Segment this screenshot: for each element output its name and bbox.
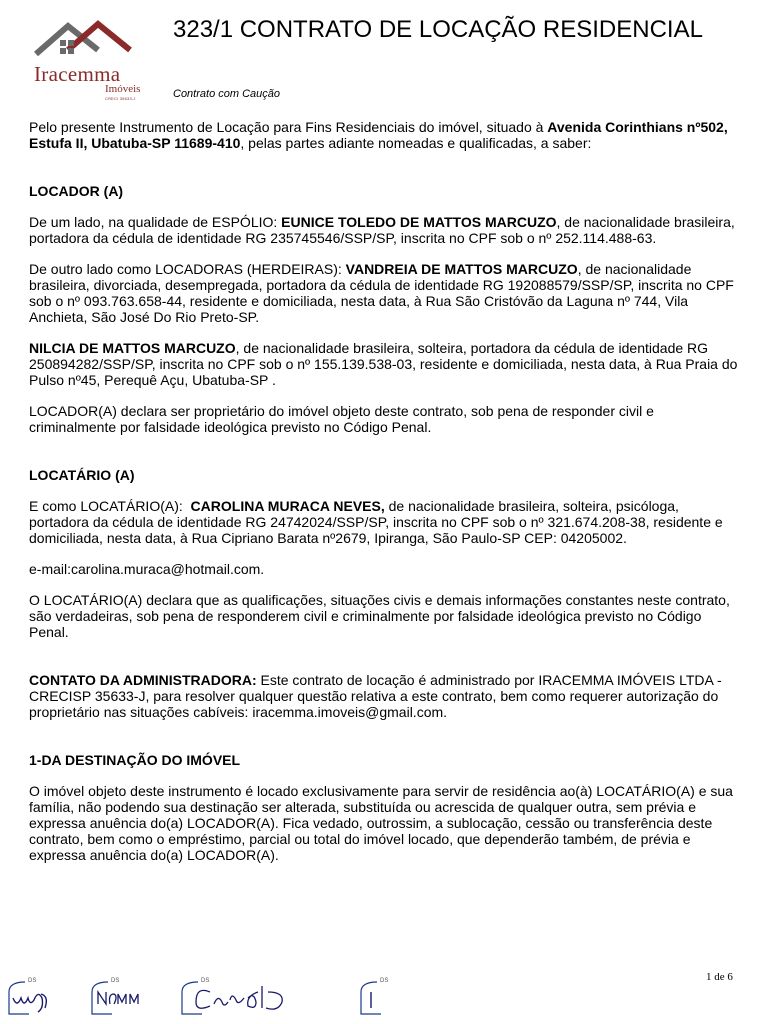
docusign-signature-4 — [357, 978, 407, 1018]
docusign-signature-2 — [88, 978, 158, 1018]
contato-paragraph — [29, 672, 741, 720]
contract-body — [29, 119, 741, 878]
locador-p2-post: , de nacionalidade brasileira, divorciada, desempregada, portadora da cédula de identidade RG 192088579/SSP/SP, inscrita no CPF sob o nº 093.763.658-44, residente e domiciliada, nesta data, à Rua São Cristóvão da Laguna nº 744, Vila Anchieta, São José Do Rio Preto-SP. — [29, 261, 734, 325]
locador-espolio-paragraph — [29, 214, 741, 246]
locador-heir1-paragraph — [29, 261, 741, 325]
intro-text-end: , pelas partes adiante nomeadas e qualificadas, a saber: — [240, 135, 592, 151]
ds-label-2: DS — [111, 978, 120, 984]
locatario-heading: LOCATÁRIO (A) — [29, 467, 135, 483]
logo-subtitle: Imóveis — [105, 83, 141, 95]
intro-paragraph — [29, 119, 741, 151]
locatario-p1-pre: E como LOCATÁRIO(A): — [29, 498, 191, 514]
signature-1-icon — [5, 978, 75, 1018]
locador-heir1-name: VANDREIA DE MATTOS MARCUZO — [345, 261, 578, 277]
document-title: 323/1 CONTRATO DE LOCAÇÃO RESIDENCIAL — [173, 16, 703, 43]
iracemma-logo — [26, 20, 158, 102]
locatario-email: e-mail:carolina.muraca@hotmail.com. — [29, 561, 265, 577]
locador-heir2-name: NILCIA DE MATTOS MARCUZO — [29, 340, 236, 356]
document-subtitle: Contrato com Caução — [173, 88, 280, 100]
signature-4-icon — [357, 978, 407, 1018]
docusign-signature-3 — [178, 978, 308, 1018]
locatario-paragraph — [29, 498, 741, 546]
locador-heir2-paragraph — [29, 340, 741, 388]
docusign-signature-1 — [5, 978, 75, 1018]
ds-label-1: DS — [28, 978, 37, 984]
ds-label-3: DS — [201, 978, 210, 984]
locador-p1-post: , de nacionalidade brasileira, portadora da cédula de identidade RG 235745546/SSP/SP, inscrita no CPF sob o nº 252.114.488-63. — [29, 214, 735, 246]
signature-3-icon — [178, 978, 308, 1018]
locador-p1-pre: De um lado, na qualidade de ESPÓLIO: — [29, 214, 282, 230]
destinacao-heading: 1-DA DESTINAÇÃO DO IMÓVEL — [29, 752, 241, 768]
property-address: Avenida Corinthians nº502, Estufa II, Ubatuba-SP 11689-410 — [29, 119, 728, 151]
locatario-declaration: O LOCATÁRIO(A) declara que as qualificações, situações civis e demais informações constantes neste contrato, são verdadeiras, sob pena de responderem civil e criminalmente por falsidade ideológica previsto no Código Penal. — [29, 592, 730, 640]
ds-label-4: DS — [380, 978, 389, 984]
page-number: 1 de 6 — [706, 971, 733, 983]
logo-tagline: CRECI 35633-J — [105, 96, 136, 101]
locatario-p1-post: de nacionalidade brasileira, solteira, psicóloga, portadora da cédula de identidade RG 24742024/SSP/SP, inscrita no CPF sob o nº 321.674.208-38, residente e domiciliada, nesta data, à Rua Cipriano Barata nº2679, Ipiranga, São Paulo-SP CEP: 04205002. — [29, 498, 723, 546]
logo-brand-name: Iracemma — [34, 62, 121, 86]
locador-declaration: LOCADOR(A) declara ser proprietário do imóvel objeto deste contrato, sob pena de responder civil e criminalmente por falsidade ideológica previsto no Código Penal. — [29, 403, 654, 435]
locatario-name: CAROLINA MURACA NEVES, — [190, 498, 385, 514]
locador-espolio-name: EUNICE TOLEDO DE MATTOS MARCUZO — [281, 214, 557, 230]
destinacao-paragraph: O imóvel objeto deste instrumento é locado exclusivamente para servir de residência ao(à) LOCATÁRIO(A) e sua família, não podendo sua destinação ser alterada, substituída ou acrescida de qualquer outra, sem prévia e expressa anuência do(a) LOCADOR(A). Fica vedado, outrossim, a sublocação, cessão ou transferência deste contrato, bem como o empréstimo, parcial ou total do imóvel locado, que dependerão também, de prévia e expressa anuência do(a) LOCADOR(A). — [29, 783, 733, 863]
locador-p2-pre: De outro lado como LOCADORAS (HERDEIRAS): — [29, 261, 346, 277]
signature-2-icon — [88, 978, 158, 1018]
intro-text: Pelo presente Instrumento de Locação para Fins Residenciais do imóvel, situado à — [29, 119, 548, 135]
locador-heading: LOCADOR (A) — [29, 183, 124, 199]
house-roof-icon — [34, 20, 150, 64]
locador-p3-post: , de nacionalidade brasileira, solteira, portadora da cédula de identidade RG 250894282/SSP/SP, inscrita no CPF sob o nº 155.139.538-03, residente e domiciliada, nesta data, à Rua Praia do Pulso nº45, Perequê Açu, Ubatuba-SP . — [29, 340, 738, 388]
contato-label: CONTATO DA ADMINISTRADORA: — [29, 672, 257, 688]
contato-text: Este contrato de locação é administrado por IRACEMMA IMÓVEIS LTDA - CRECISP 35633-J, para resolver qualquer questão relativa a este contrato, bem como requerer autorização do proprietário nas situações cabíveis: iracemma.imoveis@gmail.com. — [29, 672, 722, 720]
